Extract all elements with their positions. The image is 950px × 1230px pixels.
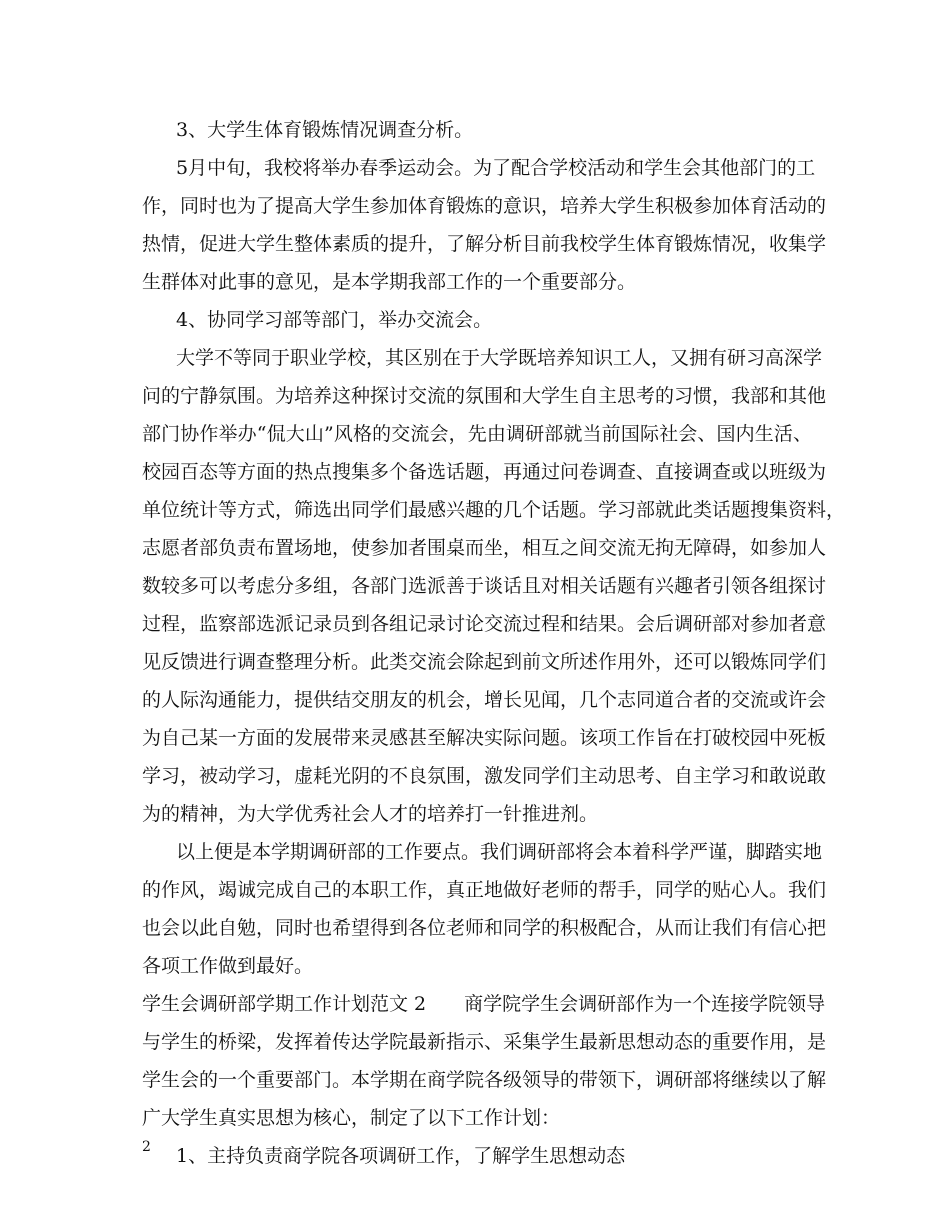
text-line: 问的宁静氛围。为培养这种探讨交流的氛围和大学生自主思考的习惯，我部和其他 — [142, 385, 827, 407]
document-body — [142, 111, 846, 1175]
text-line: 为的精神，为大学优秀社会人才的培养打一针推进剂。 — [142, 803, 599, 825]
text-line: 过程，监察部选派记录员到各组记录讨论交流过程和结果。会后调研部对参加者意 — [142, 613, 827, 635]
text-line: 校园百态等方面的热点搜集多个备选话题，再通过问卷调查、直接调查或以班级为 — [142, 461, 827, 483]
page-number: 2 — [142, 1139, 151, 1155]
text-line: 学生会的一个重要部门。本学期在商学院各级领导的带领下，调研部将继续以了解 — [142, 1069, 827, 1091]
text-line: 与学生的桥梁，发挥着传达学院最新指示、采集学生最新思想动态的重要作用，是 — [142, 1031, 827, 1053]
text-line: 作，同时也为了提高大学生参加体育锻炼的意识，培养大学生积极参加体育活动的 — [142, 195, 827, 217]
text-line: 大学不等同于职业学校，其区别在于大学既培养知识工人，又拥有研习高深学 — [176, 347, 823, 369]
text-line: 单位统计等方式，筛选出同学们最感兴趣的几个话题。学习部就此类话题搜集资料， — [142, 499, 846, 521]
text-line: 热情，促进大学生整体素质的提升，了解分析目前我校学生体育锻炼情况，收集学 — [142, 233, 827, 255]
text-line: 数较多可以考虑分多组，各部门选派善于谈话且对相关话题有兴趣者引领各组探讨 — [142, 575, 827, 597]
text-line: 以上便是本学期调研部的工作要点。我们调研部将会本着科学严谨，脚踏实地 — [176, 841, 823, 863]
text-line: 部门协作举办“侃大山”风格的交流会，先由调研部就当前国际社会、国内生活、 — [142, 423, 812, 445]
text-line: 学习，被动学习，虚耗光阴的不良氛围，激发同学们主动思考、自主学习和敢说敢 — [142, 765, 827, 787]
text-line: 的作风，竭诚完成自己的本职工作，真正地做好老师的帮手，同学的贴心人。我们 — [142, 879, 827, 901]
text-line: 见反馈进行调查整理分析。此类交流会除起到前文所述作用外，还可以锻炼同学们 — [142, 651, 827, 673]
text-line: 广大学生真实思想为核心，制定了以下工作计划： — [142, 1107, 561, 1129]
text-line: 志愿者部负责布置场地，使参加者围桌而坐，相互之间交流无拘无障碍，如参加人 — [142, 537, 827, 559]
text-line: 也会以此自勉，同时也希望得到各位老师和同学的积极配合，从而让我们有信心把 — [142, 917, 827, 939]
text-line: 3、大学生体育锻炼情况调查分析。 — [176, 119, 474, 141]
text-line: 生群体对此事的意见，是本学期我部工作的一个重要部分。 — [142, 271, 637, 293]
text-line: 1、主持负责商学院各项调研工作，了解学生思想动态 — [176, 1145, 626, 1167]
text-line: 学生会调研部学期工作计划范文 2 商学院学生会调研部作为一个连接学院领导 — [142, 993, 826, 1015]
text-line: 为自己某一方面的发展带来灵感甚至解决实际问题。该项工作旨在打破校园中死板 — [142, 727, 827, 749]
text-line: 5月中旬，我校将举办春季运动会。为了配合学校活动和学生会其他部门的工 — [176, 157, 816, 179]
text-line: 的人际沟通能力，提供结交朋友的机会，增长见闻，几个志同道合者的交流或许会 — [142, 689, 827, 711]
text-line: 各项工作做到最好。 — [142, 955, 314, 977]
text-line: 4、协同学习部等部门，举办交流会。 — [176, 309, 493, 331]
